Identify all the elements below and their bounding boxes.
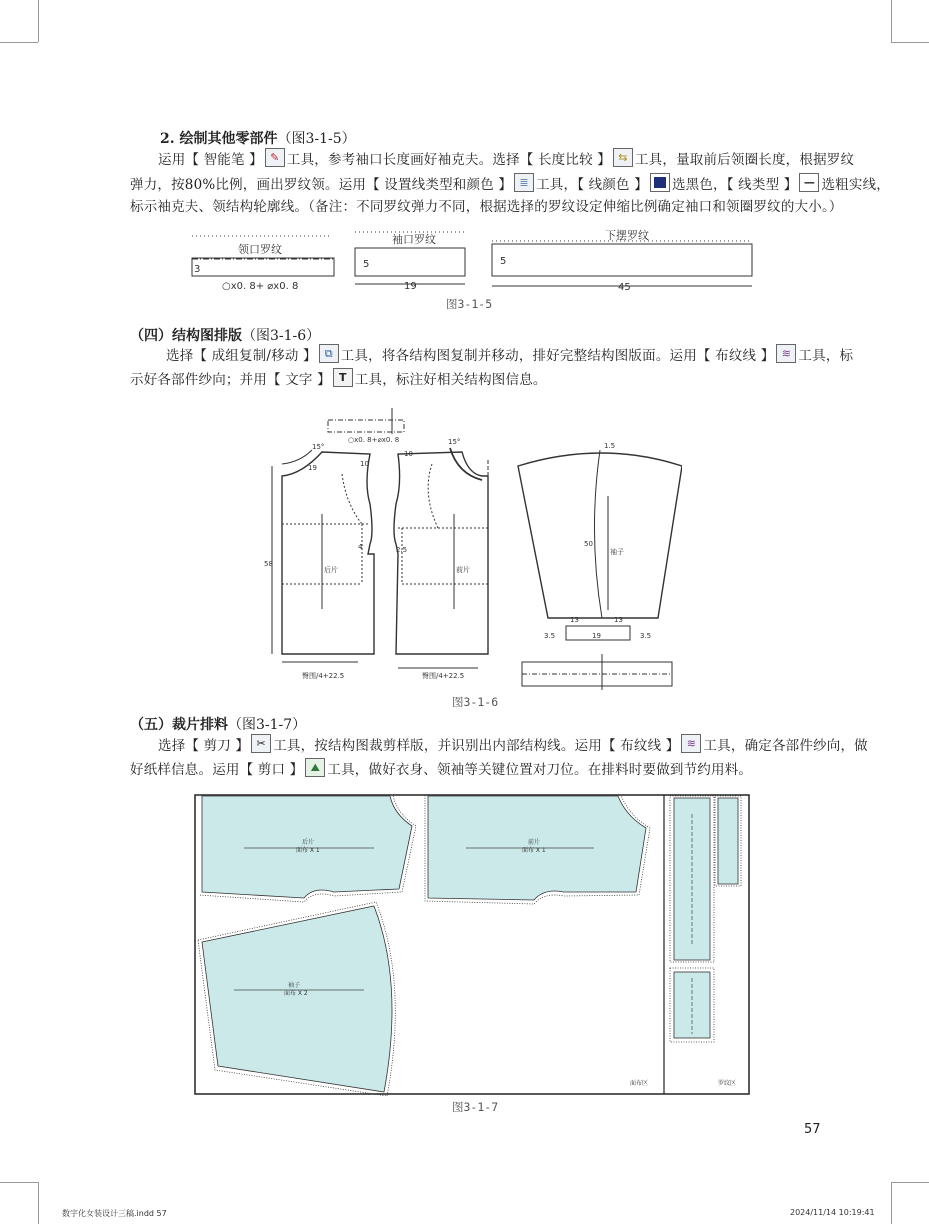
- label: 2.5: [396, 546, 408, 554]
- label: 19: [592, 632, 601, 640]
- piece-label: 前片: [528, 839, 541, 846]
- hem-rib-piece: [718, 798, 738, 884]
- crop-mark: [891, 1182, 892, 1224]
- label: 臀围/4+22.5: [422, 672, 465, 680]
- text: 选择【 成组复制/移动 】: [166, 348, 317, 364]
- front-yoke-line: [428, 464, 438, 528]
- back-neck-line: [282, 450, 312, 464]
- label: 15°: [312, 443, 325, 451]
- text: 选黑色，【 线类型 】: [671, 177, 798, 193]
- paragraph-line: [130, 173, 890, 197]
- label: 10: [404, 450, 413, 458]
- zone-label: 罗纹区: [718, 1080, 737, 1087]
- text: 工具，【 线颜色 】: [536, 177, 648, 193]
- section-heading-2: [160, 128, 356, 148]
- length-compare-icon: ⇆: [613, 148, 633, 167]
- cuff-rib-piece: [355, 248, 465, 276]
- collar-rib-small: [328, 420, 404, 432]
- sleeve-piece: [518, 453, 682, 618]
- label: 3.5: [544, 632, 556, 640]
- label: 3.5: [640, 632, 652, 640]
- scissors-icon: ✂: [251, 734, 271, 753]
- footer-file-name: 数字化女装设计三稿.indd 57: [62, 1209, 167, 1218]
- label: 15°: [448, 438, 461, 446]
- zone-label: 面布区: [630, 1080, 649, 1087]
- heading-text: （五）裁片排料: [130, 717, 228, 733]
- piece-sublabel: 面布 X 2: [284, 990, 308, 997]
- text: 工具，按结构图裁剪样版，并识别出内部结构线。运用【 布纹线 】: [273, 738, 680, 754]
- label: 1.5: [604, 442, 616, 450]
- cutting-layout-figure: [194, 794, 750, 1096]
- label: 前片: [456, 566, 470, 574]
- footer-timestamp: 2024/11/14 10:19:41: [790, 1208, 875, 1217]
- text: 选择【 剪刀 】: [158, 738, 250, 754]
- crop-mark: [891, 1182, 929, 1183]
- text: 标示袖克夫、领结构轮廓线。（备注：不同罗纹弹力不同，根据选择的罗纹设定伸缩比例确定袖口和领圈罗纹的大小。）: [130, 199, 843, 215]
- label: 4: [358, 543, 363, 551]
- crop-mark: [891, 42, 929, 43]
- grainline-icon: ≋: [776, 344, 796, 363]
- cuff-rib-title: 袖口罗纹: [392, 233, 436, 246]
- label: 19: [308, 464, 317, 472]
- label: 臀围/4+22.5: [302, 672, 345, 680]
- text: 工具，做好衣身、领袖等关键位置对刀位。在排料时要做到节约用料。: [327, 762, 753, 778]
- crop-mark: [0, 1182, 38, 1183]
- heading-ref: （图3-1-6）: [242, 328, 321, 344]
- yoke-line: [342, 474, 362, 524]
- label: ○x0. 8+⌀x0. 8: [348, 436, 400, 444]
- section-heading-4: [130, 325, 320, 345]
- label: 13: [614, 616, 623, 624]
- crop-mark: [0, 42, 38, 43]
- piece-sublabel: 面布 X 1: [522, 847, 546, 854]
- front-body-piece: [394, 452, 488, 654]
- paragraph-line: [130, 195, 843, 219]
- paragraph-line: [158, 734, 868, 758]
- text: 工具，将各结构图复制并移动，排好完整结构图版面。运用【 布纹线 】: [340, 348, 775, 364]
- label: 袖子: [610, 548, 624, 556]
- structure-layout-figure: [262, 404, 682, 694]
- text: 选粗实线，: [821, 177, 890, 193]
- hem-rib-width: 45: [618, 282, 631, 293]
- crop-mark: [891, 0, 892, 42]
- collar-rib-formula: ○x0. 8+ ⌀x0. 8: [222, 281, 299, 292]
- text: 工具，标注好相关结构图信息。: [354, 372, 547, 388]
- smart-pen-icon: ✎: [265, 148, 285, 167]
- paragraph-line: [166, 344, 853, 368]
- crop-mark: [38, 0, 39, 42]
- text: 运用【 智能笔 】: [158, 152, 263, 168]
- paragraph-line: [130, 368, 547, 392]
- page-number: 57: [804, 1122, 821, 1137]
- piece-label: 袖子: [288, 982, 301, 989]
- paragraph-line: [130, 758, 752, 782]
- label: 58: [264, 560, 273, 568]
- notch-icon: ⛰: [305, 758, 325, 777]
- label: 后片: [324, 566, 338, 574]
- hem-rib-title: 下摆罗纹: [605, 229, 649, 242]
- piece-label: 后片: [302, 839, 315, 846]
- label: 50: [584, 540, 593, 548]
- heading-text: 2. 绘制其他零部件: [160, 131, 278, 147]
- collar-rib-title: 领口罗纹: [238, 243, 282, 256]
- heading-ref: （图3-1-5）: [277, 131, 356, 147]
- text: 工具，标: [798, 348, 854, 364]
- text: 弹力，按80%比例，画出罗纹领。运用【 设置线类型和颜色 】: [130, 177, 513, 193]
- text-tool-icon: T: [333, 368, 353, 387]
- grainline-icon: ≋: [681, 734, 701, 753]
- hem-rib-height: 5: [500, 256, 507, 267]
- line-type-color-icon: ≣: [514, 173, 534, 192]
- cuff-rib-height: 5: [363, 259, 370, 270]
- hem-rib-piece: [492, 244, 752, 276]
- label: 10: [360, 460, 369, 468]
- crop-mark: [38, 1182, 39, 1224]
- back-body-piece: [282, 452, 374, 654]
- paragraph-line: [158, 148, 854, 172]
- heading-ref: （图3-1-7）: [228, 717, 307, 733]
- text: 工具，量取前后领圈长度，根据罗纹: [634, 152, 855, 168]
- text: 好纸样信息。运用【 剪口 】: [130, 762, 304, 778]
- line-color-icon: [650, 173, 670, 192]
- heading-text: （四）结构图排版: [130, 328, 242, 344]
- text: 工具，确定各部件纱向，做: [703, 738, 868, 754]
- sleeve-center-line: [594, 450, 602, 618]
- cuff-rib-width: 19: [404, 281, 417, 292]
- text: 工具，参考袖口长度画好袖克夫。选择【 长度比较 】: [286, 152, 611, 168]
- section-heading-5: [130, 714, 306, 734]
- text: 示好各部件纱向；并用【 文字 】: [130, 372, 331, 388]
- piece-sublabel: 面布 X 1: [296, 847, 320, 854]
- line-type-icon: —: [799, 173, 819, 192]
- label: 13: [570, 616, 579, 624]
- collar-rib-piece: [192, 258, 334, 276]
- figure-caption: 图3-1-5: [446, 297, 493, 311]
- collar-rib-height: 3: [194, 264, 201, 275]
- group-copy-move-icon: ⧉: [319, 344, 339, 363]
- figure-caption: 图3-1-6: [452, 695, 499, 709]
- figure-caption: 图3-1-7: [452, 1100, 499, 1114]
